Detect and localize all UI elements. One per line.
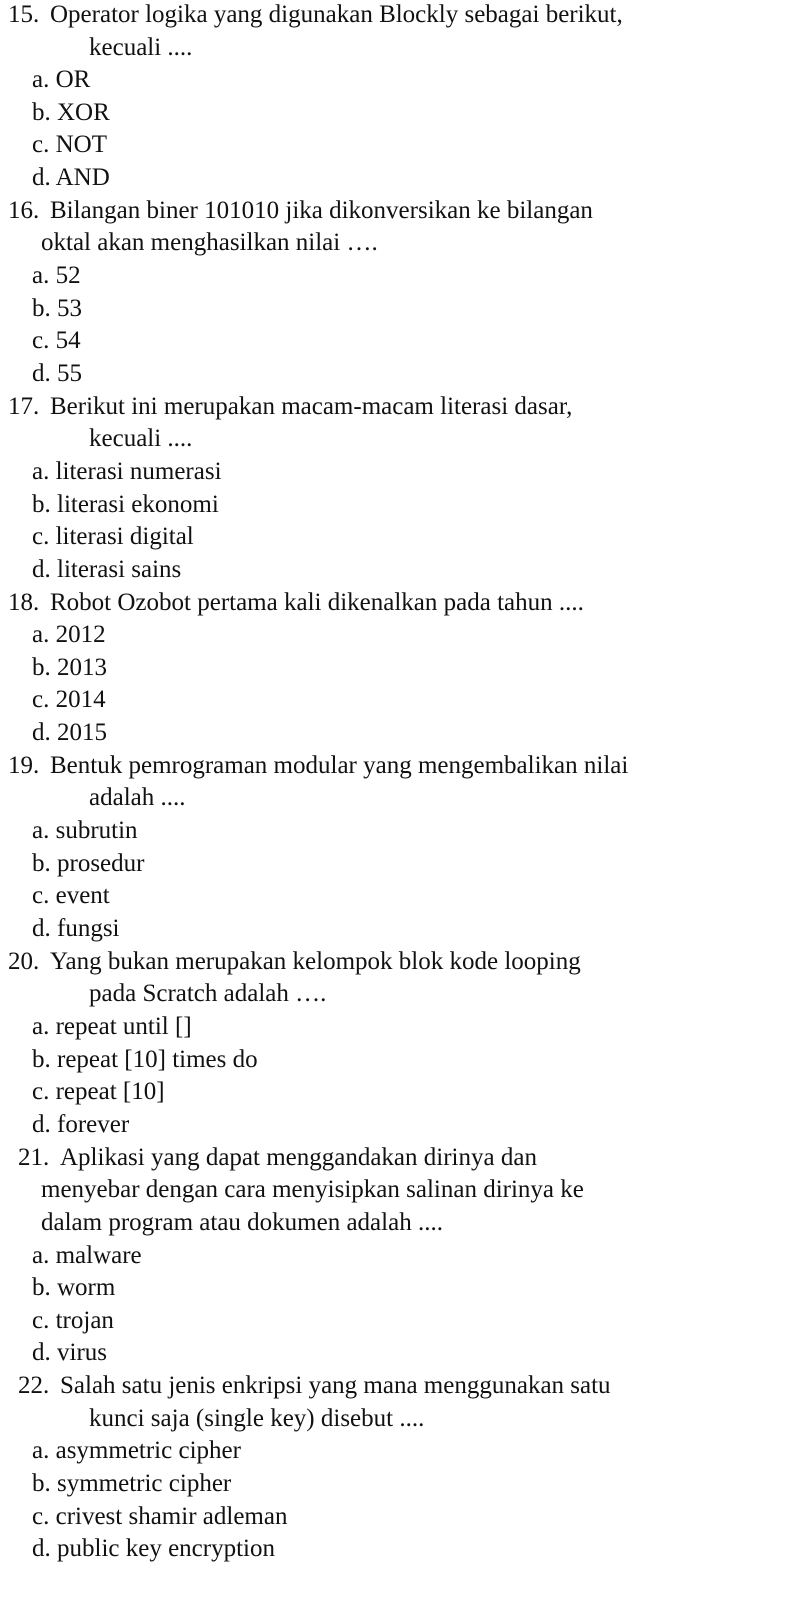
question-19-option-c: c. event <box>32 882 110 909</box>
question-19-option-d: d. fungsi <box>32 915 120 942</box>
question-21-text-line-1: Aplikasi yang dapat menggandakan dirinya dan <box>60 1144 537 1171</box>
question-20-number: 20. <box>8 948 40 975</box>
question-15-text-line-2: kecuali .... <box>89 34 193 61</box>
question-16-option-b: b. 53 <box>32 295 82 322</box>
question-21-option-d: d. virus <box>32 1339 107 1366</box>
question-20-option-b: b. repeat [10] times do <box>32 1046 258 1073</box>
question-17-option-c: c. literasi digital <box>32 523 194 550</box>
question-18-option-c: c. 2014 <box>32 686 106 713</box>
question-15-option-a: a. OR <box>32 66 91 93</box>
question-22-number: 22. <box>18 1372 50 1399</box>
question-21-text-line-2: menyebar dengan cara menyisipkan salinan dirinya ke <box>41 1176 584 1203</box>
question-17-option-b: b. literasi ekonomi <box>32 491 219 518</box>
question-19-option-b: b. prosedur <box>32 850 145 877</box>
question-15-option-d: d. AND <box>32 164 110 191</box>
question-21-option-c: c. trojan <box>32 1307 114 1334</box>
question-16-option-a: a. 52 <box>32 262 81 289</box>
question-22-option-c: c. crivest shamir adleman <box>32 1503 288 1530</box>
question-18-number: 18. <box>8 589 40 616</box>
question-15-option-b: b. XOR <box>32 99 110 126</box>
question-16-text-line-1: Bilangan biner 101010 jika dikonversikan ke bilangan <box>50 197 593 224</box>
question-16-option-c: c. 54 <box>32 327 81 354</box>
question-22-option-d: d. public key encryption <box>32 1535 275 1562</box>
question-22-text-line-1: Salah satu jenis enkripsi yang mana menggunakan satu <box>60 1372 611 1399</box>
question-20-option-c: c. repeat [10] <box>32 1078 165 1105</box>
question-21-number: 21. <box>18 1144 50 1171</box>
question-20-option-a: a. repeat until [] <box>32 1013 192 1040</box>
question-21-option-b: b. worm <box>32 1274 116 1301</box>
question-17-option-a: a. literasi numerasi <box>32 458 222 485</box>
question-18-option-d: d. 2015 <box>32 719 107 746</box>
question-17-text-line-2: kecuali .... <box>89 425 193 452</box>
question-19-text-line-2: adalah .... <box>89 784 186 811</box>
question-21-option-a: a. malware <box>32 1242 142 1269</box>
question-18-option-a: a. 2012 <box>32 621 106 648</box>
question-16-text-line-2: oktal akan menghasilkan nilai …. <box>41 229 378 256</box>
question-19-option-a: a. subrutin <box>32 817 138 844</box>
question-21-text-line-3: dalam program atau dokumen adalah .... <box>41 1209 443 1236</box>
question-15-text-line-1: Operator logika yang digunakan Blockly sebagai berikut, <box>50 1 623 28</box>
question-19-text-line-1: Bentuk pemrograman modular yang mengembalikan nilai <box>50 752 629 779</box>
question-17-text-line-1: Berikut ini merupakan macam-macam literasi dasar, <box>50 393 573 420</box>
question-15-number: 15. <box>8 1 40 28</box>
question-17-option-d: d. literasi sains <box>32 556 182 583</box>
question-18-option-b: b. 2013 <box>32 654 107 681</box>
question-22-option-a: a. asymmetric cipher <box>32 1437 241 1464</box>
question-16-number: 16. <box>8 197 40 224</box>
question-22-text-line-2: kunci saja (single key) disebut .... <box>89 1405 425 1432</box>
question-22-option-b: b. symmetric cipher <box>32 1470 232 1497</box>
question-19-number: 19. <box>8 752 40 779</box>
question-18-text-line-1: Robot Ozobot pertama kali dikenalkan pada tahun .... <box>50 589 584 616</box>
question-17-number: 17. <box>8 393 40 420</box>
question-15-option-c: c. NOT <box>32 131 107 158</box>
question-20-option-d: d. forever <box>32 1111 130 1138</box>
question-20-text-line-2: pada Scratch adalah …. <box>89 980 327 1007</box>
question-16-option-d: d. 55 <box>32 360 82 387</box>
question-20-text-line-1: Yang bukan merupakan kelompok blok kode looping <box>50 948 581 975</box>
